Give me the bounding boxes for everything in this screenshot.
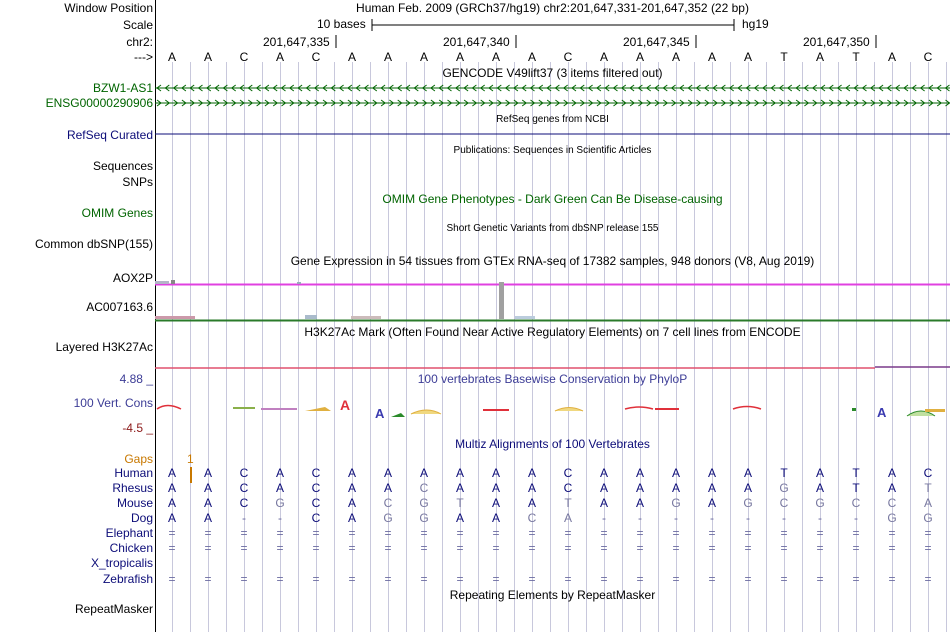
species-label[interactable]: X_tropicalis	[90, 556, 153, 570]
species-label[interactable]: Mouse	[116, 496, 153, 510]
aligned-base: A	[167, 511, 176, 525]
aligned-base: =	[852, 572, 860, 586]
aligned-base: =	[708, 572, 716, 586]
phylop-mark	[655, 408, 679, 410]
position-tick-label: 201,647,350	[803, 35, 870, 49]
phylop-mark	[555, 408, 583, 412]
publications-label-snps[interactable]: SNPs	[122, 175, 153, 189]
aligned-base: =	[780, 572, 788, 586]
aligned-base: G	[923, 511, 933, 525]
aligned-base: =	[348, 526, 356, 540]
gtex-aox2p-bars	[155, 281, 169, 284]
phylop-max: 4.88 _	[119, 372, 153, 386]
aligned-base: A	[491, 511, 500, 525]
alignment-row	[0, 541, 950, 555]
aligned-base: G	[887, 511, 897, 525]
repeatmasker-track-title[interactable]: Repeating Elements by RepeatMasker	[449, 588, 656, 602]
aligned-base: A	[167, 481, 176, 495]
position-tick-label: 201,647,340	[443, 35, 510, 49]
aligned-base: C	[887, 496, 897, 510]
reference-base: A	[527, 50, 536, 64]
phylop-mark	[411, 410, 441, 414]
aligned-base: A	[203, 481, 212, 495]
aligned-base: =	[492, 572, 500, 586]
aligned-base: A	[275, 481, 284, 495]
aligned-base: -	[782, 511, 786, 525]
reference-base: A	[671, 50, 680, 64]
repeatmasker-label[interactable]: RepeatMasker	[74, 602, 153, 616]
refseq-feature[interactable]	[155, 128, 950, 140]
gtex-ac007163-bars	[305, 315, 317, 319]
scale-assembly: hg19	[742, 17, 769, 31]
gtex-aox2p-bars	[171, 280, 175, 284]
aligned-base: A	[635, 481, 644, 495]
phylop-mark	[625, 407, 653, 409]
aligned-base: =	[636, 526, 644, 540]
alignment-row	[0, 526, 950, 540]
publications-track-title[interactable]: Publications: Sequences in Scientific Articles	[453, 145, 652, 156]
phylop-mark	[261, 408, 297, 410]
aligned-base: G	[671, 496, 681, 510]
aligned-base: =	[276, 541, 284, 555]
chrom-label: chr2:	[126, 35, 153, 49]
aligned-base: =	[492, 526, 500, 540]
aligned-base: C	[239, 481, 249, 495]
aligned-base: A	[419, 466, 428, 480]
omim-track-title[interactable]: OMIM Gene Phenotypes - Dark Green Can Be Disease-causing	[382, 192, 723, 206]
aligned-base: -	[638, 511, 642, 525]
aligned-base: A	[707, 481, 716, 495]
aligned-base: A	[671, 466, 680, 480]
phylop-mark	[157, 406, 181, 410]
aligned-base: =	[924, 526, 932, 540]
window-position-label: Window Position	[64, 1, 153, 15]
aligned-base: =	[276, 572, 284, 586]
aligned-base: A	[455, 511, 464, 525]
gtex-aox2p-bars	[297, 282, 301, 284]
aligned-base: =	[348, 572, 356, 586]
gtex-ac007163-bars	[515, 316, 535, 319]
gene-bzw1-as1	[155, 85, 950, 91]
aligned-base: A	[743, 466, 752, 480]
reference-base: A	[383, 50, 392, 64]
aligned-base: -	[746, 511, 750, 525]
reference-base: A	[635, 50, 644, 64]
aligned-base: =	[240, 572, 248, 586]
multiz-track-title[interactable]: Multiz Alignments of 100 Vertebrates	[455, 437, 650, 451]
aligned-base: =	[672, 526, 680, 540]
species-label[interactable]: Dog	[130, 511, 153, 525]
aligned-base: A	[887, 466, 896, 480]
aligned-base: =	[816, 572, 824, 586]
aligned-base: A	[671, 481, 680, 495]
aligned-base: G	[815, 496, 825, 510]
gtex-gene-label-aox2p[interactable]: AOX2P	[112, 271, 153, 285]
aligned-base: =	[204, 572, 212, 586]
h3k27ac-track-title[interactable]: H3K27Ac Mark (Often Found Near Active Regulatory Elements) on 7 cell lines from ENCODE	[304, 325, 801, 339]
reference-base: A	[455, 50, 464, 64]
reference-base: T	[852, 50, 860, 64]
phylop-mark	[391, 413, 405, 417]
aligned-base: C	[311, 511, 321, 525]
phylop-mark	[483, 409, 509, 411]
aligned-base: =	[384, 526, 392, 540]
aligned-base: =	[168, 526, 176, 540]
aligned-base: =	[636, 572, 644, 586]
aligned-base: -	[242, 511, 246, 525]
aligned-base: =	[420, 541, 428, 555]
aligned-base: C	[563, 481, 573, 495]
aligned-base: =	[600, 526, 608, 540]
aligned-base: =	[420, 572, 428, 586]
reference-base: A	[599, 50, 608, 64]
publications-label-sequences[interactable]: Sequences	[92, 159, 153, 173]
aligned-base: A	[491, 496, 500, 510]
aligned-base: =	[168, 572, 176, 586]
phylop-mark	[852, 408, 856, 411]
reference-base: A	[707, 50, 716, 64]
reference-base: C	[311, 50, 321, 64]
aligned-base: =	[636, 541, 644, 555]
aligned-base: -	[854, 511, 858, 525]
strand-label: --->	[134, 50, 153, 64]
aligned-base: A	[527, 481, 536, 495]
aligned-base: =	[744, 572, 752, 586]
phylop-min: -4.5 _	[122, 421, 153, 435]
aligned-base: =	[456, 526, 464, 540]
aligned-base: C	[851, 496, 861, 510]
aligned-base: A	[599, 481, 608, 495]
species-label[interactable]: Human	[114, 466, 153, 480]
aligned-base: =	[528, 541, 536, 555]
aligned-base: A	[707, 466, 716, 480]
aligned-base: =	[816, 541, 824, 555]
aligned-base: A	[203, 511, 212, 525]
reference-base: A	[491, 50, 500, 64]
phylop-mark	[305, 407, 331, 411]
aligned-base: A	[527, 496, 536, 510]
aligned-base: =	[312, 541, 320, 555]
omim-label[interactable]: OMIM Genes	[81, 206, 153, 220]
aligned-base: =	[924, 572, 932, 586]
aligned-base: A	[347, 496, 356, 510]
aligned-base: T	[924, 481, 932, 495]
aligned-base: =	[384, 572, 392, 586]
position-ticks	[0, 34, 950, 50]
reference-base: C	[239, 50, 249, 64]
refseq-track-title[interactable]: RefSeq genes from NCBI	[496, 114, 609, 125]
gtex-features[interactable]	[155, 278, 950, 323]
reference-base: C	[923, 50, 933, 64]
aligned-base: A	[599, 466, 608, 480]
aligned-base: -	[674, 511, 678, 525]
window-position-text[interactable]: Human Feb. 2009 (GRCh37/hg19) chr2:201,647,331-201,647,352 (22 bp)	[356, 1, 749, 15]
aligned-base: G	[419, 496, 429, 510]
aligned-base: A	[455, 466, 464, 480]
phylop-mark: A	[877, 405, 887, 420]
aligned-base: G	[275, 496, 285, 510]
phylop-mark	[233, 407, 255, 409]
reference-base: A	[887, 50, 896, 64]
aligned-base: =	[528, 526, 536, 540]
aligned-base: =	[204, 526, 212, 540]
aligned-base: =	[456, 541, 464, 555]
aligned-base: T	[852, 466, 860, 480]
reference-base: A	[743, 50, 752, 64]
aligned-base: C	[923, 466, 933, 480]
aligned-base: =	[852, 526, 860, 540]
position-tick-label: 201,647,335	[263, 35, 330, 49]
aligned-base: =	[564, 541, 572, 555]
aligned-base: =	[168, 541, 176, 555]
aligned-base: =	[672, 572, 680, 586]
phylop-label[interactable]: 100 Vert. Cons	[73, 396, 153, 410]
aligned-base: T	[852, 481, 860, 495]
aligned-base: =	[348, 541, 356, 555]
aligned-base: =	[744, 541, 752, 555]
gtex-ac007163-bars	[155, 316, 195, 319]
aligned-base: C	[239, 496, 249, 510]
aligned-base: =	[456, 572, 464, 586]
reference-base: C	[563, 50, 573, 64]
aligned-base: A	[815, 466, 824, 480]
gaps-value: 1	[187, 452, 194, 466]
aligned-base: =	[888, 526, 896, 540]
scale-bar	[370, 18, 736, 32]
phylop-mark: A	[375, 406, 385, 420]
aligned-base: A	[167, 466, 176, 480]
aligned-base: A	[635, 466, 644, 480]
species-label[interactable]: Rhesus	[112, 481, 153, 495]
aligned-base: A	[203, 496, 212, 510]
alignment-row	[0, 511, 950, 525]
gtex-ac007163-peak	[499, 282, 504, 319]
aligned-base: C	[311, 496, 321, 510]
phylop-mark: A	[340, 398, 351, 413]
aligned-base: =	[312, 572, 320, 586]
aligned-base: =	[924, 541, 932, 555]
aligned-base: T	[564, 496, 572, 510]
gene-label-bzw1-as1[interactable]: BZW1-AS1	[92, 81, 153, 95]
phylop-mark	[733, 407, 761, 410]
alignment-row	[0, 556, 950, 570]
aligned-base: =	[708, 541, 716, 555]
aligned-base: A	[491, 466, 500, 480]
scale-label: Scale	[122, 18, 153, 32]
aligned-base: C	[311, 466, 321, 480]
reference-base: A	[275, 50, 284, 64]
aligned-base: C	[239, 466, 249, 480]
refseq-label[interactable]: RefSeq Curated	[66, 128, 153, 142]
aligned-base: A	[743, 481, 752, 495]
aligned-base: A	[707, 496, 716, 510]
species-label[interactable]: Chicken	[109, 541, 153, 555]
h3k27ac-label[interactable]: Layered H3K27Ac	[55, 340, 153, 354]
aligned-base: -	[710, 511, 714, 525]
phylop-mark	[925, 409, 945, 412]
aligned-base: =	[420, 526, 428, 540]
aligned-base: =	[240, 526, 248, 540]
reference-bases	[0, 50, 950, 64]
aligned-base: =	[492, 541, 500, 555]
reference-base: A	[167, 50, 176, 64]
aligned-base: A	[383, 466, 392, 480]
aligned-base: =	[780, 526, 788, 540]
aligned-base: A	[347, 511, 356, 525]
alignment-row	[0, 496, 950, 510]
aligned-base: A	[599, 496, 608, 510]
aligned-base: T	[780, 466, 788, 480]
gtex-ac007163-bars	[351, 316, 381, 319]
aligned-base: =	[312, 526, 320, 540]
aligned-base: =	[564, 526, 572, 540]
aligned-base: G	[779, 481, 789, 495]
reference-base: A	[419, 50, 428, 64]
aligned-base: =	[744, 526, 752, 540]
phylop-track-title[interactable]: 100 vertebrates Basewise Conservation by PhyloP	[417, 372, 688, 386]
alignment-row	[0, 572, 950, 586]
reference-base: A	[347, 50, 356, 64]
aligned-base: G	[743, 496, 753, 510]
aligned-base: =	[888, 541, 896, 555]
aligned-base: A	[203, 466, 212, 480]
aligned-base: A	[491, 481, 500, 495]
species-label[interactable]: Elephant	[105, 526, 153, 540]
aligned-base: =	[600, 541, 608, 555]
aligned-base: A	[455, 481, 464, 495]
scale-bases: 10 bases	[317, 17, 366, 31]
dbsnp-label[interactable]: Common dbSNP(155)	[34, 237, 153, 251]
aligned-base: A	[815, 481, 824, 495]
aligned-base: =	[276, 526, 284, 540]
aligned-base: -	[818, 511, 822, 525]
aligned-base: C	[779, 496, 789, 510]
aligned-base: =	[528, 572, 536, 586]
aligned-base: =	[240, 541, 248, 555]
aligned-base: A	[887, 481, 896, 495]
reference-base: A	[815, 50, 824, 64]
aligned-base: -	[278, 511, 282, 525]
aligned-base: =	[888, 572, 896, 586]
species-label[interactable]: Zebrafish	[102, 572, 153, 586]
aligned-base: A	[275, 466, 284, 480]
aligned-base: =	[852, 541, 860, 555]
reference-base: T	[780, 50, 788, 64]
aligned-base: =	[780, 541, 788, 555]
gene-label-ensg00000290906[interactable]: ENSG00000290906	[45, 96, 153, 110]
gaps-label[interactable]: Gaps	[124, 452, 153, 466]
aligned-base: -	[602, 511, 606, 525]
aligned-base: A	[347, 466, 356, 480]
aligned-base: A	[383, 481, 392, 495]
aligned-base: G	[383, 511, 393, 525]
aligned-base: A	[347, 481, 356, 495]
aligned-base: A	[923, 496, 932, 510]
gencode-features[interactable]	[155, 81, 950, 111]
aligned-base: =	[708, 526, 716, 540]
aligned-base: T	[456, 496, 464, 510]
aligned-base: =	[564, 572, 572, 586]
aligned-base: C	[383, 496, 393, 510]
aligned-base: =	[204, 541, 212, 555]
gtex-track-title[interactable]: Gene Expression in 54 tissues from GTEx RNA-seq of 17382 samples, 948 donors (V8, Aug 2019)	[290, 254, 815, 268]
aligned-base: C	[563, 466, 573, 480]
gencode-track-title[interactable]: GENCODE V49lift37 (3 items filtered out)	[442, 66, 663, 80]
h3k27ac-signal[interactable]	[155, 362, 950, 372]
aligned-base: C	[527, 511, 537, 525]
aligned-base: A	[563, 511, 572, 525]
aligned-base: C	[311, 481, 321, 495]
dbsnp-track-title[interactable]: Short Genetic Variants from dbSNP release 155	[446, 223, 659, 234]
aligned-base: A	[527, 466, 536, 480]
aligned-base: A	[167, 496, 176, 510]
position-tick-label: 201,647,345	[623, 35, 690, 49]
reference-base: A	[203, 50, 212, 64]
aligned-base: =	[672, 541, 680, 555]
aligned-base: =	[600, 572, 608, 586]
aligned-base: C	[419, 481, 429, 495]
aligned-base: =	[384, 541, 392, 555]
alignment-row	[0, 481, 950, 495]
aligned-base: =	[816, 526, 824, 540]
alignment-row	[0, 466, 950, 480]
aligned-base: G	[419, 511, 429, 525]
phylop-logo[interactable]	[155, 398, 950, 420]
aligned-base: A	[635, 496, 644, 510]
gtex-gene-label-ac007163[interactable]: AC007163.6	[86, 300, 153, 314]
gene-ensg00000290906	[155, 100, 950, 106]
